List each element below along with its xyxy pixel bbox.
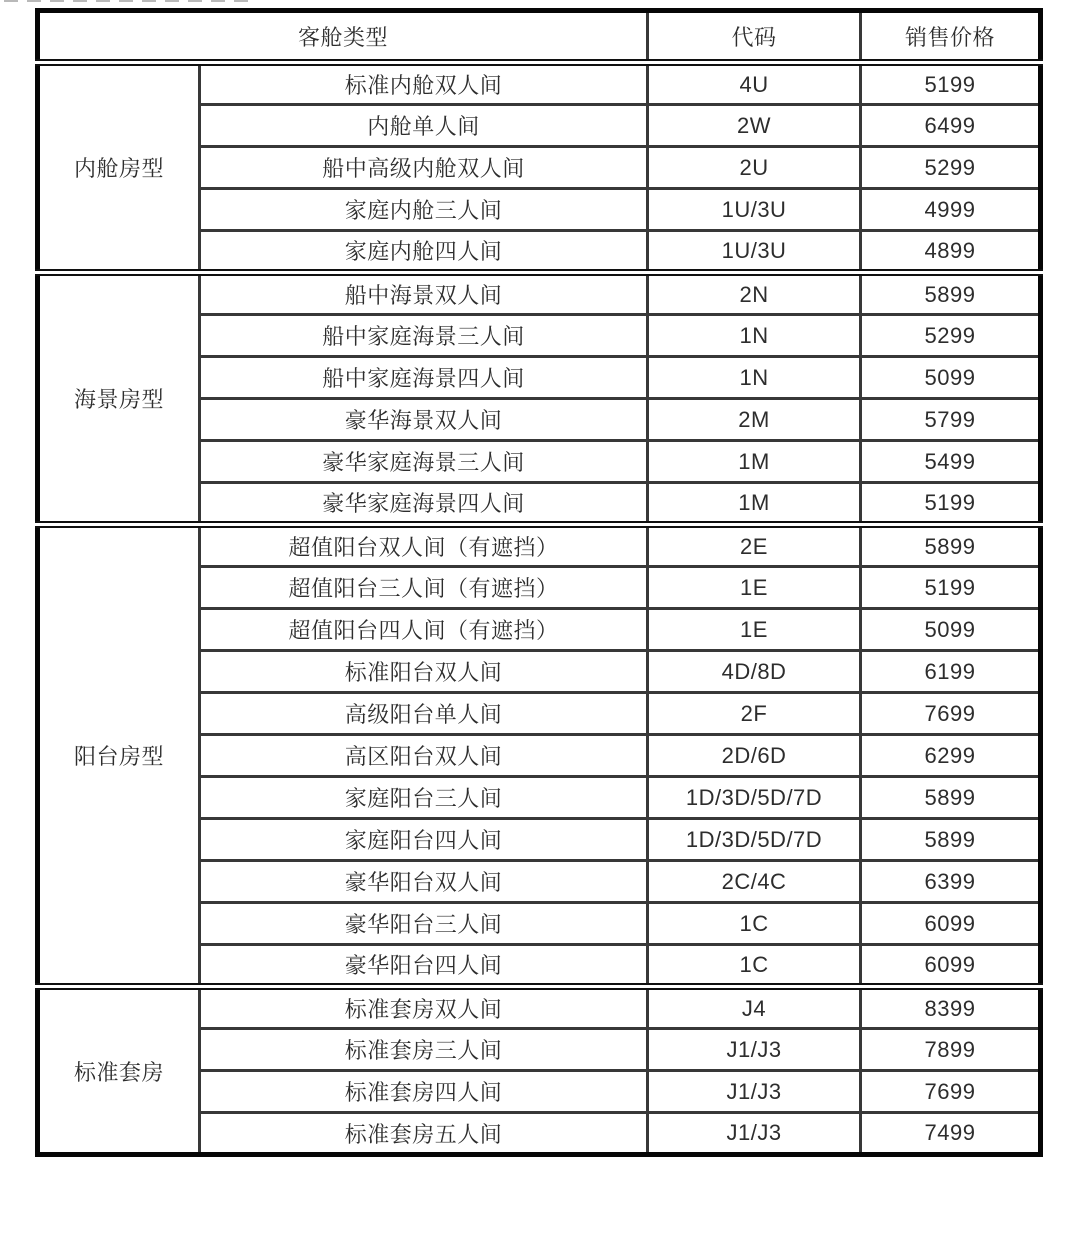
room-type-cell: 标准套房四人间 <box>200 1071 648 1113</box>
top-edge-artifact <box>4 0 256 2</box>
price-cell: 5899 <box>861 819 1041 861</box>
room-type-cell: 内舱单人间 <box>200 105 648 147</box>
price-cell: 4999 <box>861 189 1041 231</box>
room-type-cell: 家庭内舱三人间 <box>200 189 648 231</box>
price-cell: 5299 <box>861 147 1041 189</box>
room-type-cell: 超值阳台双人间（有遮挡） <box>200 525 648 567</box>
price-cell: 6499 <box>861 105 1041 147</box>
room-type-cell: 豪华阳台三人间 <box>200 903 648 945</box>
code-cell: 2U <box>648 147 861 189</box>
price-cell: 7499 <box>861 1113 1041 1155</box>
cabin-group-cell: 阳台房型 <box>38 525 200 987</box>
price-cell: 5899 <box>861 777 1041 819</box>
room-type-cell: 豪华家庭海景三人间 <box>200 441 648 483</box>
code-cell: 4D/8D <box>648 651 861 693</box>
code-cell: 1C <box>648 903 861 945</box>
room-type-cell: 超值阳台三人间（有遮挡） <box>200 567 648 609</box>
room-type-cell: 标准套房三人间 <box>200 1029 648 1071</box>
code-cell: 1C <box>648 945 861 987</box>
price-cell: 5899 <box>861 525 1041 567</box>
price-cell: 5199 <box>861 63 1041 105</box>
table-row <box>38 525 1041 567</box>
code-cell: 1U/3U <box>648 231 861 273</box>
price-cell: 5199 <box>861 483 1041 525</box>
header-code: 代码 <box>648 11 861 63</box>
code-cell: 1D/3D/5D/7D <box>648 819 861 861</box>
code-cell: 2W <box>648 105 861 147</box>
code-cell: 1M <box>648 483 861 525</box>
table-row <box>38 987 1041 1029</box>
table-row <box>38 63 1041 105</box>
room-type-cell: 船中高级内舱双人间 <box>200 147 648 189</box>
price-cell: 4899 <box>861 231 1041 273</box>
price-cell: 7699 <box>861 693 1041 735</box>
room-type-cell: 豪华阳台双人间 <box>200 861 648 903</box>
cabin-group-cell: 海景房型 <box>38 273 200 525</box>
room-type-cell: 标准套房五人间 <box>200 1113 648 1155</box>
room-type-cell: 高区阳台双人间 <box>200 735 648 777</box>
price-cell: 5499 <box>861 441 1041 483</box>
cabin-price-table <box>35 8 1043 1157</box>
code-cell: 1U/3U <box>648 189 861 231</box>
room-type-cell: 高级阳台单人间 <box>200 693 648 735</box>
price-cell: 7699 <box>861 1071 1041 1113</box>
price-cell: 6099 <box>861 903 1041 945</box>
code-cell: 1D/3D/5D/7D <box>648 777 861 819</box>
code-cell: 2E <box>648 525 861 567</box>
room-type-cell: 船中海景双人间 <box>200 273 648 315</box>
price-cell: 7899 <box>861 1029 1041 1071</box>
room-type-cell: 船中家庭海景四人间 <box>200 357 648 399</box>
price-cell: 5099 <box>861 609 1041 651</box>
price-cell: 5299 <box>861 315 1041 357</box>
price-cell: 6399 <box>861 861 1041 903</box>
room-type-cell: 家庭阳台四人间 <box>200 819 648 861</box>
price-cell: 6199 <box>861 651 1041 693</box>
room-type-cell: 家庭内舱四人间 <box>200 231 648 273</box>
price-cell: 5099 <box>861 357 1041 399</box>
price-cell: 5199 <box>861 567 1041 609</box>
code-cell: 1E <box>648 567 861 609</box>
price-cell: 5899 <box>861 273 1041 315</box>
code-cell: 1N <box>648 357 861 399</box>
price-cell: 5799 <box>861 399 1041 441</box>
header-price: 销售价格 <box>861 11 1041 63</box>
code-cell: 2M <box>648 399 861 441</box>
room-type-cell: 豪华海景双人间 <box>200 399 648 441</box>
price-cell: 6299 <box>861 735 1041 777</box>
code-cell: J4 <box>648 987 861 1029</box>
code-cell: 2C/4C <box>648 861 861 903</box>
room-type-cell: 标准套房双人间 <box>200 987 648 1029</box>
room-type-cell: 标准内舱双人间 <box>200 63 648 105</box>
room-type-cell: 豪华家庭海景四人间 <box>200 483 648 525</box>
room-type-cell: 标准阳台双人间 <box>200 651 648 693</box>
cabin-group-cell: 标准套房 <box>38 987 200 1155</box>
code-cell: 4U <box>648 63 861 105</box>
room-type-cell: 豪华阳台四人间 <box>200 945 648 987</box>
code-cell: J1/J3 <box>648 1029 861 1071</box>
code-cell: 2F <box>648 693 861 735</box>
price-cell: 6099 <box>861 945 1041 987</box>
header-cabin-type: 客舱类型 <box>38 11 648 63</box>
code-cell: J1/J3 <box>648 1113 861 1155</box>
code-cell: J1/J3 <box>648 1071 861 1113</box>
code-cell: 1E <box>648 609 861 651</box>
code-cell: 2N <box>648 273 861 315</box>
code-cell: 1M <box>648 441 861 483</box>
price-cell: 8399 <box>861 987 1041 1029</box>
room-type-cell: 家庭阳台三人间 <box>200 777 648 819</box>
code-cell: 2D/6D <box>648 735 861 777</box>
code-cell: 1N <box>648 315 861 357</box>
table-row <box>38 273 1041 315</box>
cabin-group-cell: 内舱房型 <box>38 63 200 273</box>
room-type-cell: 船中家庭海景三人间 <box>200 315 648 357</box>
room-type-cell: 超值阳台四人间（有遮挡） <box>200 609 648 651</box>
header-row <box>38 11 1041 63</box>
